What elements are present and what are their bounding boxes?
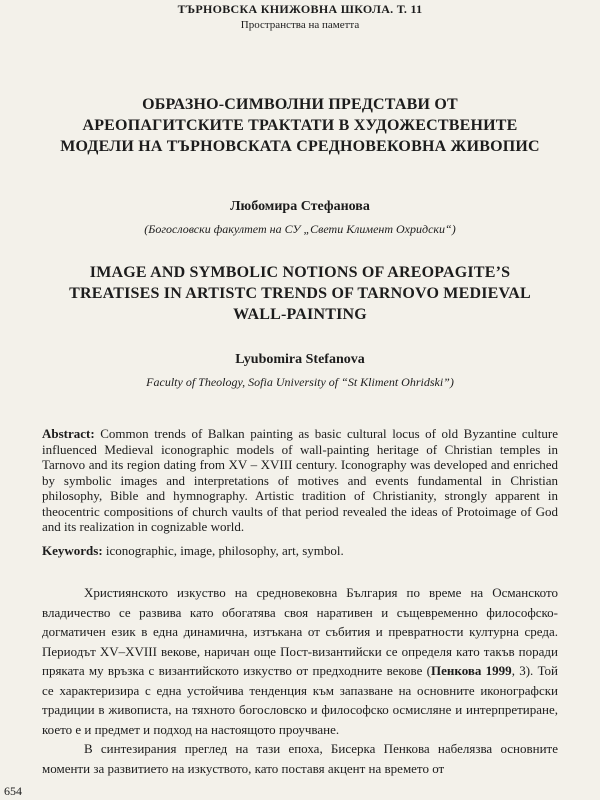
author-name-en: Lyubomira Stefanova — [235, 352, 365, 367]
keywords-text: iconographic, image, philosophy, art, symbol. — [105, 543, 344, 558]
body-paragraph-1-part-a: Християнското изкуство на средновековна България по време на Османското владичество се развива като обогатява своя наративен и същевременно философско-догматичен език в една динамична, изтъкана от събития и превратности културна среда. Периодът XV–XVIII векове, наричан още Пост-византийски се определя като такъв поради пряката му връзка с византийското изкуство от предходните векове ( — [42, 585, 558, 678]
abstract — [42, 426, 558, 535]
author-affiliation-en: Faculty of Theology, Sofia University of “St Kliment Ohridski”) — [146, 375, 454, 389]
page-number: 654 — [4, 784, 22, 798]
abstract-text: Common trends of Balkan painting as basic cultural locus of old Byzantine culture influenced Medieval iconographic models of wall-painting heritage of Christian temples in Tarnovo and its region dating from XV – XVIII century. Iconography was developed and enriched by symbolic images and interpretations of motives and events fundamental in Christian philosophy, Bible and hymnography. Artistic tradition of Christianity, strongly apparent in theocentric compositions of church vaults of that period revealed the ideas of Protoimage of God and its realization in cognizable world. — [42, 426, 559, 534]
keywords-label: Keywords: — [42, 543, 103, 558]
author-name-bg: Любомира Стефанова — [230, 199, 370, 214]
author-affiliation-bg: (Богословски факултет на СУ „Свети Климент Охридски“) — [144, 222, 456, 236]
citation: Пенкова 1999 — [431, 663, 512, 678]
article-title-en: IMAGE AND SYMBOLIC NOTIONS OF AREOPAGITE’S TREATISES IN ARTISTC TRENDS OF TARNOVO MEDIEVAL WALL-PAINTING — [69, 264, 531, 323]
abstract-label: Abstract: — [42, 426, 95, 441]
body-paragraph-1 — [42, 583, 558, 739]
journal-running-head: ТЪРНОВСКА КНИЖОВНА ШКОЛА. Т. 11 — [177, 2, 423, 16]
keywords — [42, 543, 558, 559]
body-paragraph-2: В синтезирания преглед на тази епоха, Бисерка Пенкова набелязва основните моменти за развитието на изкуството, като поставя акцент на времето от — [42, 741, 558, 776]
body-text — [42, 583, 558, 778]
section-running-head: Пространства на паметта — [240, 19, 360, 31]
body-paragraph-1-part-b: , 3). Той се характеризира с една устойчива тенденция към запазване на основните иконографски традиции в живописта, на тяхното богословско и философско осмисляне и интерпретиране, което е и предмет и подход на настоящото проучване. — [42, 663, 559, 737]
article-title-bg: ОБРАЗНО-СИМВОЛНИ ПРЕДСТАВИ ОТ АРЕОПАГИТСКИТЕ ТРАКТАТИ В ХУДОЖЕСТВЕНИТЕ МОДЕЛИ НА ТЪРНОВСКАТА СРЕДНОВЕКОВНА ЖИВОПИС — [60, 96, 540, 155]
